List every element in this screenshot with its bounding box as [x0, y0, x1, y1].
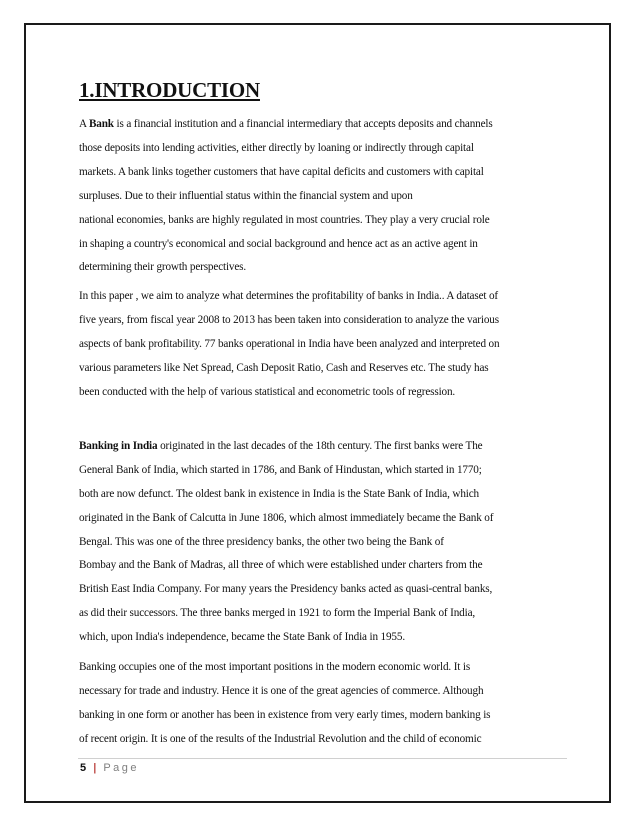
page-label: Page — [103, 762, 140, 774]
line-text: is a financial institution and a financial intermediary that accepts deposits and channels — [113, 118, 493, 130]
paragraph-line: national economies, banks are highly regulated in most countries. They play a very crucial role — [79, 213, 490, 226]
paragraph-line — [79, 113, 565, 137]
footer-separator: | — [93, 762, 97, 774]
paragraph-line: General Bank of India, which started in 1786, and Bank of Hindustan, which started in 1770; — [79, 463, 482, 476]
paragraph-line: In this paper , we aim to analyze what determines the profitability of banks in India.. A dataset of — [79, 290, 499, 303]
paragraph-line: surpluses. Due to their influential status within the financial system and upon — [79, 189, 413, 202]
paragraph-banking-history — [79, 435, 565, 650]
paragraph-line: markets. A bank links together customers that have capital deficits and customers with capital — [79, 165, 484, 178]
paragraph-line: various parameters like Net Spread, Cash Deposit Ratio, Cash and Reserves etc. The study has — [79, 362, 489, 375]
footer-rule — [78, 758, 567, 759]
document-body — [79, 76, 565, 752]
paragraph-line: determining their growth perspectives. — [79, 261, 247, 274]
paragraph-line: originated in the Bank of Calcutta in June 1806, which almost immediately became the Bank of — [79, 511, 494, 524]
paragraph-line: aspects of bank profitability. 77 banks operational in India have been analyzed and interpreted on — [79, 338, 500, 351]
paragraph-line: of recent origin. It is one of the results of the Industrial Revolution and the child of economic — [79, 732, 482, 745]
paragraph-line — [79, 435, 565, 459]
paragraph-line: five years, from fiscal year 2008 to 2013 has been taken into consideration to analyze the various — [79, 314, 499, 327]
bold-term-bank: Bank — [88, 118, 114, 130]
paragraph-bank-definition — [79, 113, 565, 280]
paragraph-line: Banking occupies one of the most important positions in the modern economic world. It is — [79, 661, 471, 674]
line-text: originated in the last decades of the 18th century. The first banks were The — [157, 439, 483, 452]
paragraph-line: British East India Company. For many years the Presidency banks acted as quasi-central banks, — [79, 583, 493, 596]
paragraph-line: Bengal. This was one of the three presidency banks, the other two being the Bank of — [79, 535, 444, 548]
paragraph-line: necessary for trade and industry. Hence it is one of the great agencies of commerce. Although — [79, 684, 484, 697]
paragraph-study-aim — [79, 285, 565, 405]
section-heading: 1.INTRODUCTION — [79, 78, 260, 102]
paragraph-line: as did their successors. The three banks merged in 1921 to form the Imperial Bank of India, — [79, 607, 476, 620]
paragraph-line: both are now defunct. The oldest bank in existence in India is the State Bank of India, which — [79, 487, 479, 500]
lead-text: A — [79, 118, 89, 130]
paragraph-line: banking in one form or another has been in existence from very early times, modern banking is — [79, 708, 491, 721]
paragraph-line: those deposits into lending activities, either directly by loaning or indirectly through capital — [79, 141, 474, 154]
page-footer — [80, 762, 139, 774]
paragraph-line: which, upon India's independence, became the State Bank of India in 1955. — [79, 631, 405, 644]
paragraph-line: been conducted with the help of various statistical and econometric tools of regression. — [79, 385, 456, 398]
bold-term-banking-in-india: Banking in India — [79, 439, 158, 452]
paragraph-line: in shaping a country's economical and social background and hence act as an active agent in — [79, 237, 478, 250]
paragraph-line: Bombay and the Bank of Madras, all three of which were established under charters from the — [79, 559, 483, 572]
paragraph-banking-importance — [79, 656, 565, 752]
page-number: 5 — [80, 762, 87, 774]
